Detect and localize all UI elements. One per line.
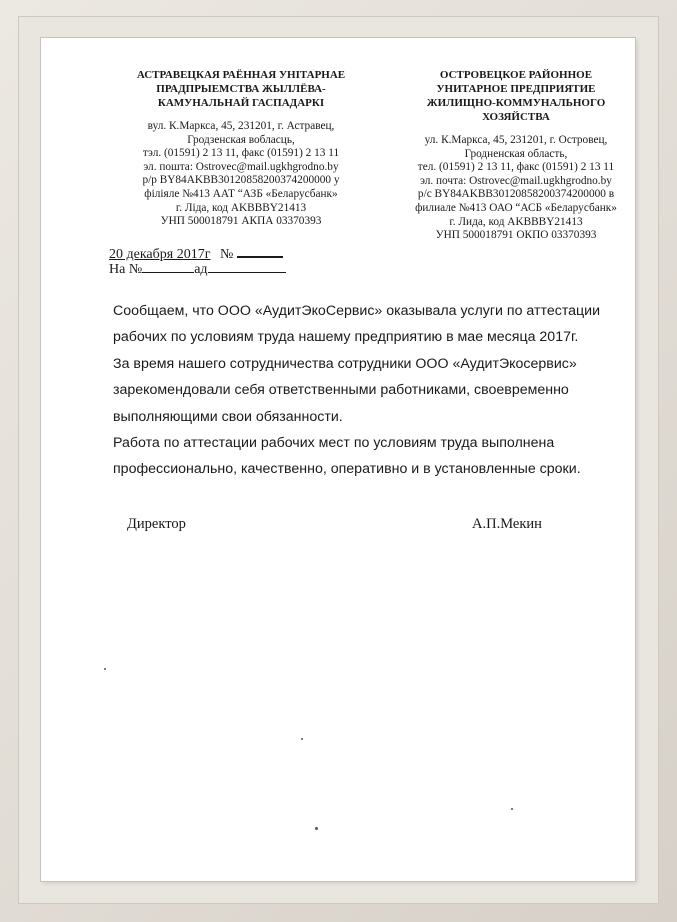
reference-date-blank	[208, 260, 286, 273]
phone-line: тэл. (01591) 2 13 11, факс (01591) 2 13 11	[142, 147, 340, 160]
bank-code-line: г. Лiда, код AKBBBY21413	[175, 201, 307, 214]
signatory-position: Директор	[127, 516, 186, 532]
letter-date: 20 декабря 2017г	[109, 247, 211, 262]
reference-label: На №	[109, 262, 143, 277]
address-line: ул. К.Маркса, 45, 231201, г. Островец,	[424, 134, 608, 146]
reference-from-label: ад	[194, 262, 208, 277]
bank-branch-line: фiлiяле №413 ААТ “АЗБ «Беларусбанк»	[144, 187, 338, 200]
org-name-line: ОСТРОВЕЦКОЕ РАЙОННОЕ	[439, 69, 593, 81]
body-line: выполняющими свои обязанности.	[113, 408, 343, 425]
body-line: рабочих по условиям труда нашему предприятию в мае месяца 2017г.	[113, 329, 579, 346]
bank-account-line: р/р BY84AKBB30120858200374200000 у	[142, 174, 340, 187]
body-line: профессионально, качественно, оперативно и в установленные сроки.	[113, 461, 581, 478]
org-name-line: КАМУНАЛЬНАЙ ГАСПАДАРКI	[157, 97, 325, 109]
body-line: За время нашего сотрудничества сотрудники ООО «АудитЭкосервис»	[113, 355, 577, 372]
letterhead-belarusian	[111, 68, 371, 229]
reference-number-blank	[142, 260, 194, 273]
email-line: эл. пошта: Ostrovec@mail.ugkhgrodno.by	[143, 160, 339, 173]
paper-speck	[301, 738, 303, 740]
bank-code-line: г. Лида, код AKBBBY21413	[449, 215, 583, 228]
body-line: зарекомендовали себя ответственными работниками, своевременно	[113, 382, 569, 399]
email-line: эл. почта: Ostrovec@mail.ugkhgrodno.by	[420, 174, 612, 187]
org-name-line: АСТРАВЕЦКАЯ РАЁННАЯ УНIТАРНАЕ	[136, 69, 346, 81]
address-line: Гродненская область,	[464, 147, 568, 160]
paper-speck	[315, 827, 318, 830]
org-name-line: ПРАДПРЫЕМСТВА ЖЫЛЛЁВА-	[156, 83, 326, 95]
signatory-name: А.П.Мекин	[472, 516, 542, 532]
address-line: вул. К.Маркса, 45, 231201, г. Астравец,	[147, 120, 335, 132]
bank-branch-line: филиале №413 ОАО “АСБ «Беларусбанк»	[415, 201, 617, 214]
org-name-line: УНИТАРНОЕ ПРЕДПРИЯТИЕ	[436, 83, 596, 95]
number-label: №	[219, 247, 234, 262]
tax-id-line: УНП 500018791 ОКПО 03370393	[435, 229, 597, 242]
number-blank	[237, 244, 283, 258]
org-name-line: ЖИЛИЩНО-КОММУНАЛЬНОГО	[426, 97, 606, 109]
document-page	[41, 38, 635, 881]
letterhead-russian	[396, 68, 636, 243]
paper-speck	[104, 668, 106, 670]
reference-line	[109, 260, 286, 278]
phone-line: тел. (01591) 2 13 11, факс (01591) 2 13 11	[417, 161, 615, 174]
body-line: Сообщаем, что ООО «АудитЭкоСервис» оказывала услуги по аттестации	[113, 303, 601, 319]
body-line: Работа по аттестации рабочих мест по условиям труда выполнена	[113, 435, 555, 452]
address-line: Гродзенская вобласць,	[187, 133, 295, 146]
letter-body	[113, 298, 623, 483]
org-name-line: ХОЗЯЙСТВА	[482, 111, 550, 123]
bank-account-line: р/с BY84AKBB30120858200374200000 в	[417, 188, 615, 201]
tax-id-line: УНП 500018791 АКПА 03370393	[160, 215, 322, 228]
paper-speck	[511, 808, 513, 810]
